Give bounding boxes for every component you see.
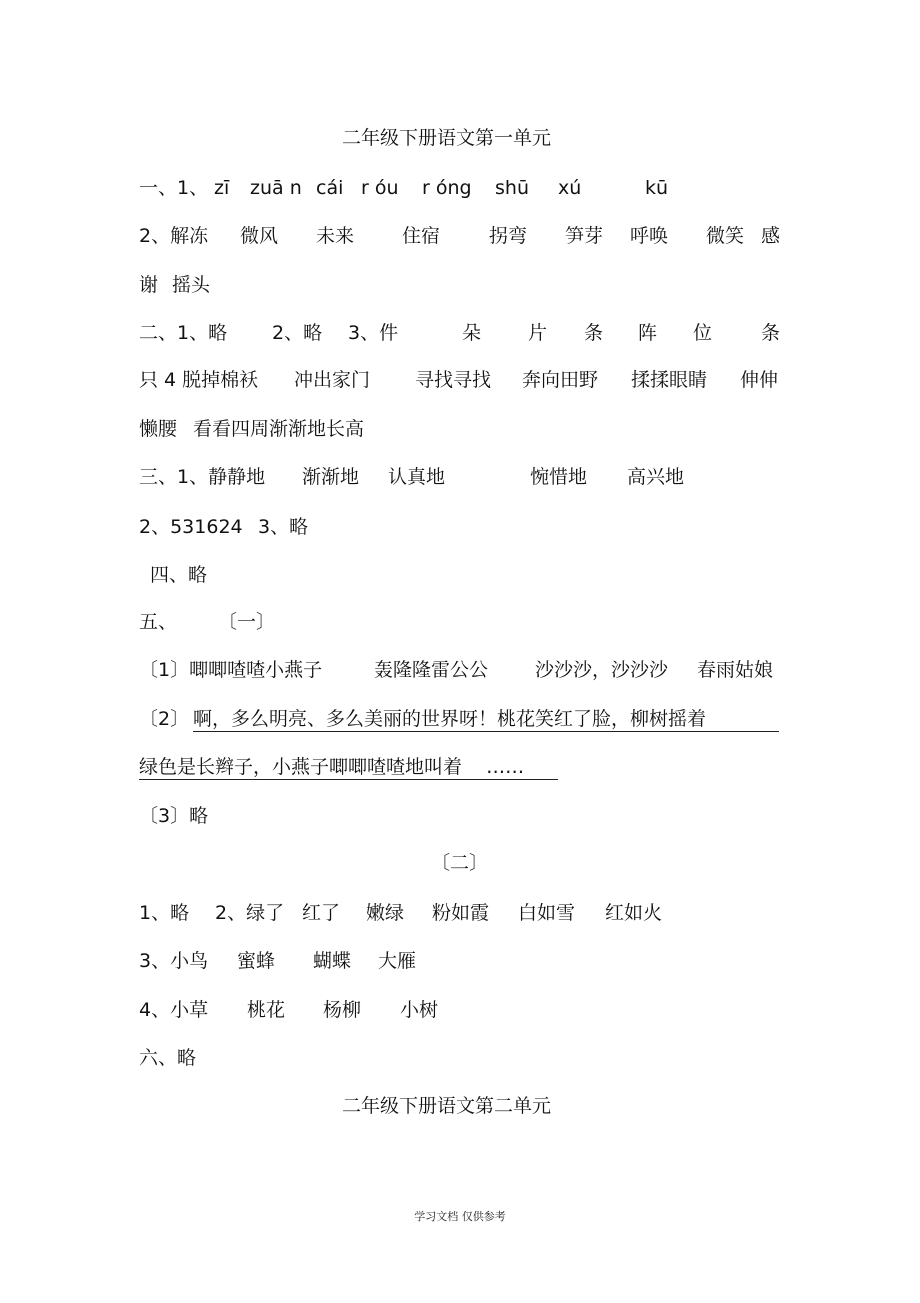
word: 微风 [240, 225, 279, 247]
word: 笋芽 [565, 225, 604, 247]
word: 桃花 [247, 999, 286, 1021]
word: 冲出家门 [294, 369, 371, 391]
unit2-title: 二年级下册语文第二单元 [342, 1095, 552, 1117]
word: 阵 [638, 322, 658, 344]
q2-answer-line2: 绿色是长辫子，小燕子唧唧喳喳地叫着 …… [139, 755, 558, 780]
word: 伸伸 [740, 369, 779, 391]
word: 粉如霞 [432, 902, 490, 924]
word: 2、531624 [139, 516, 243, 538]
word: 认真地 [388, 466, 446, 488]
word: 寻找寻找 [415, 369, 492, 391]
s5-part1: 〔一〕 [218, 611, 276, 633]
word: 谢 [139, 274, 159, 296]
word: 片 [528, 322, 548, 344]
page-footer: 学习文档 仅供参考 [414, 1210, 506, 1223]
word: 懒腰 [139, 418, 178, 440]
word: 条 [761, 322, 781, 344]
word: 3、小鸟 [139, 950, 209, 972]
word: 高兴地 [627, 466, 685, 488]
word: 只 4 脱掉棉袄 [139, 369, 259, 391]
word: 2、解冻 [139, 225, 209, 247]
pinyin: kū [645, 177, 669, 199]
word: 感 [761, 225, 781, 247]
s4-line [0, 563, 208, 611]
word: 三、1、静静地 [139, 466, 266, 488]
word: 3、略 [258, 516, 309, 538]
pinyin: zī [214, 177, 230, 199]
s1-prefix: 一、1、 [139, 177, 209, 199]
word: 小树 [400, 999, 439, 1021]
word: 蝴蝶 [313, 950, 352, 972]
s5-q2-line2 [0, 755, 525, 803]
word: 红了 [302, 902, 341, 924]
s5-q3 [0, 804, 209, 852]
word: 大雁 [378, 950, 417, 972]
word: 四、略 [150, 564, 208, 586]
word: 蜜蜂 [237, 950, 276, 972]
word: 4、小草 [139, 999, 209, 1021]
pinyin: cái [316, 177, 344, 199]
word: 白如雪 [518, 902, 576, 924]
word: 摇头 [172, 274, 211, 296]
word: 杨柳 [323, 999, 362, 1021]
q2-prefix: 〔2〕 [139, 708, 190, 730]
word: 〔1〕唧唧喳喳小燕子 [139, 659, 323, 681]
word: 位 [693, 322, 713, 344]
word: 2、略 [272, 322, 323, 344]
word: 朵 [462, 322, 482, 344]
word: 1、略 [139, 902, 190, 924]
pinyin: shū [495, 177, 529, 199]
s6-line [0, 1046, 197, 1094]
word: 住宿 [402, 225, 441, 247]
s5-part2-label: 〔二〕 [431, 852, 489, 874]
word: 2、绿了 [215, 902, 285, 924]
s5-part2 [0, 851, 489, 899]
word: 春雨姑娘 [697, 659, 774, 681]
s5-label: 五、 [139, 611, 178, 633]
word: 六、略 [139, 1047, 197, 1069]
word: 条 [584, 322, 604, 344]
word: 揉揉眼睛 [631, 369, 708, 391]
word: 微笑 [706, 225, 745, 247]
word: 二、1、略 [139, 322, 228, 344]
word: 沙沙沙，沙沙沙 [535, 659, 669, 681]
word: 3、件 [348, 322, 399, 344]
pinyin: xú [558, 177, 582, 199]
pinyin: r óng [422, 177, 472, 199]
q2-answer-line1: 啊，多么明亮、多么美丽的世界呀！桃花笑红了脸，柳树摇着 [193, 707, 779, 732]
word: 呼唤 [630, 225, 669, 247]
word: 看看四周渐渐地长高 [193, 418, 365, 440]
word: 未来 [316, 225, 355, 247]
pinyin: zuā n [250, 177, 302, 199]
word: 红如火 [605, 902, 663, 924]
word: 拐弯 [489, 225, 528, 247]
word: 〔3〕略 [139, 805, 209, 827]
pinyin: r óu [361, 177, 399, 199]
word: 轰隆隆雷公公 [374, 659, 489, 681]
word: 渐渐地 [302, 466, 360, 488]
word: 奔向田野 [522, 369, 599, 391]
word: 嫩绿 [366, 902, 405, 924]
unit1-title: 二年级下册语文第一单元 [342, 127, 552, 149]
word: 惋惜地 [530, 466, 588, 488]
